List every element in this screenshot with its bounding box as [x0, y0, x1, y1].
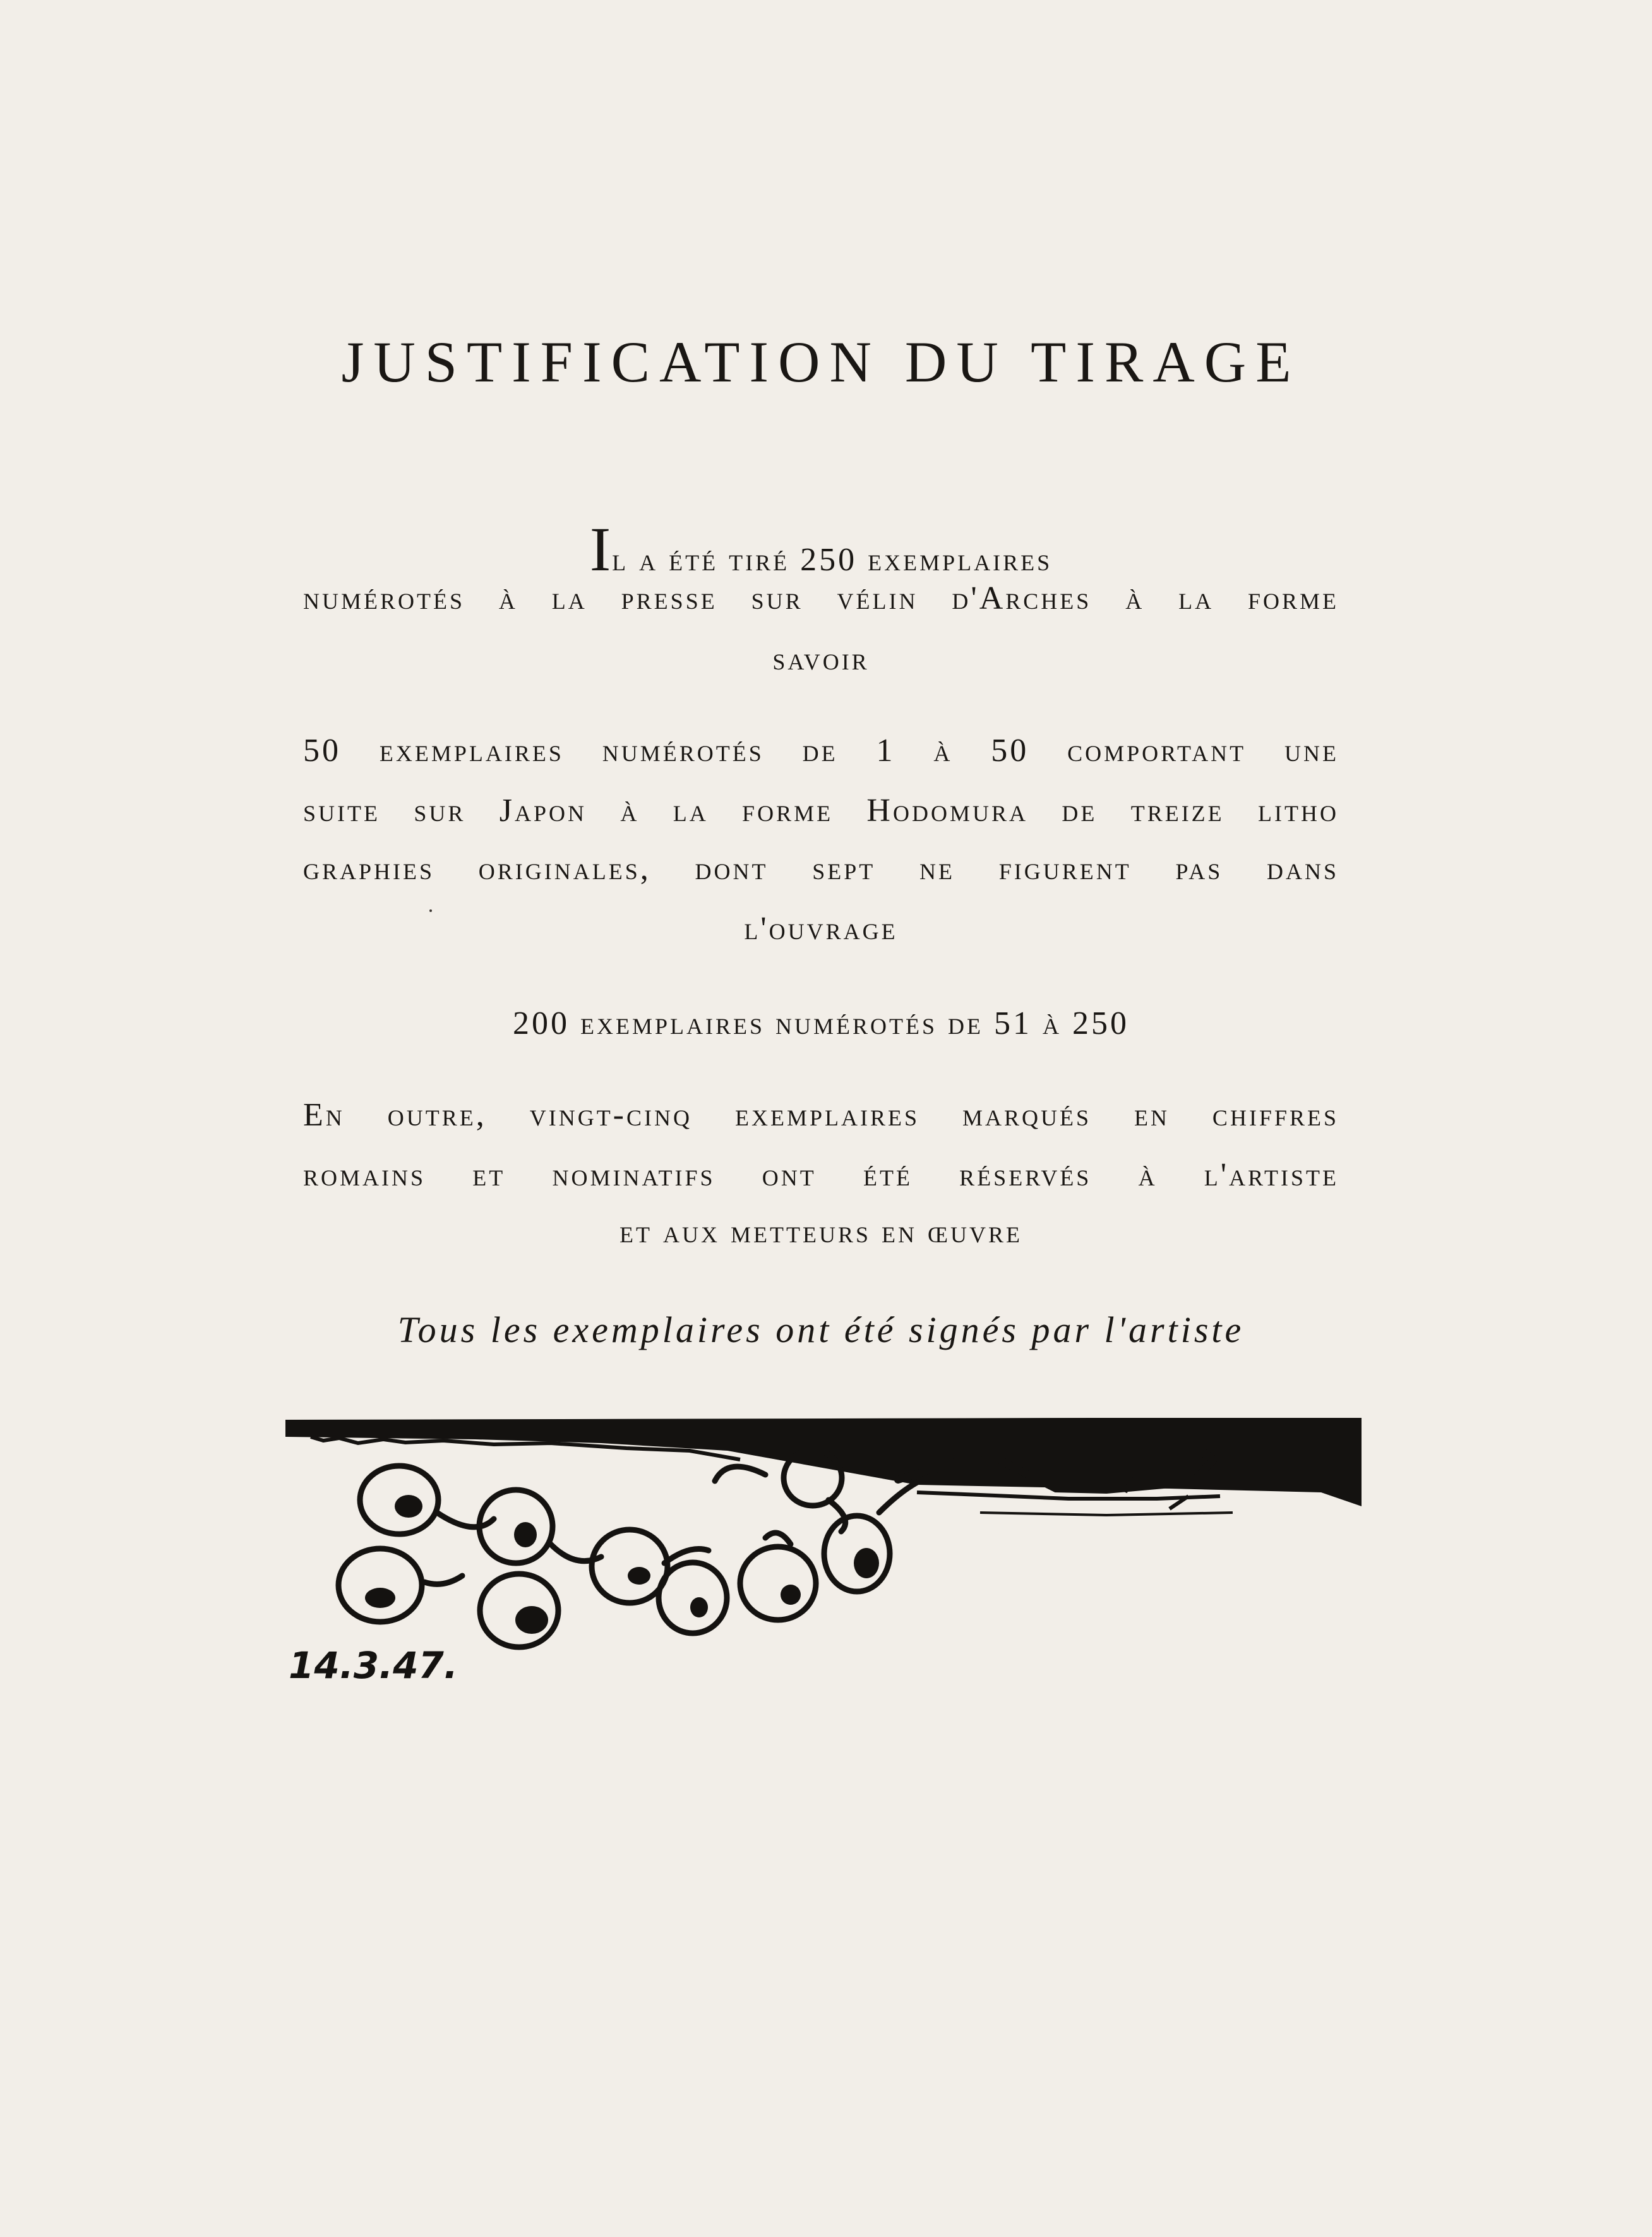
paragraph-1-line-1 [303, 514, 1339, 584]
fruit-8 [480, 1574, 558, 1647]
fruit-9 [338, 1549, 422, 1622]
paragraph-2-line-4: l'ouvrage [744, 911, 898, 947]
paragraph-2-line-1: 50 exemplaires numérotés de 1 à 50 comportant une [303, 733, 1339, 769]
handwritten-date: 14.3.47. [289, 1644, 458, 1683]
paragraph-4-line-3: et aux metteurs en œuvre [620, 1214, 1022, 1250]
paragraph-2-line-2: suite sur Japon à la forme Hodomura de treize litho [303, 793, 1339, 829]
paragraph-1-line-2: numérotés à la presse sur vélin d'Arches à la forme [303, 580, 1339, 616]
signature-note: Tous les exemplaires ont été signés par l'artiste [397, 1309, 1245, 1350]
paragraph-4-line-1: En outre, vingt-cinq exemplaires marqués en chiffres [303, 1097, 1339, 1133]
lithograph-illustration [285, 1418, 1362, 1683]
paragraph-4-line-2: romains et nominatifs ont été réservés à l'artiste [303, 1157, 1339, 1193]
paragraph-1-line-3: savoir [772, 641, 870, 677]
paragraph-3-line-1: 200 exemplaires numérotés de 51 à 250 [512, 1005, 1129, 1041]
fruit-6 [740, 1547, 816, 1620]
paragraph-1-line-1-text: l a été tiré 250 exemplaires [612, 542, 1053, 578]
paper-speck [429, 909, 432, 912]
fruit-7 [659, 1562, 727, 1633]
paragraph-2-line-3: graphies originales, dont sept ne figurent pas dans [303, 851, 1339, 887]
fruit-2 [479, 1490, 553, 1563]
fruit-3 [592, 1530, 667, 1603]
page-title: JUSTIFICATION DU TIRAGE [341, 330, 1301, 394]
drop-cap: I [589, 514, 613, 584]
